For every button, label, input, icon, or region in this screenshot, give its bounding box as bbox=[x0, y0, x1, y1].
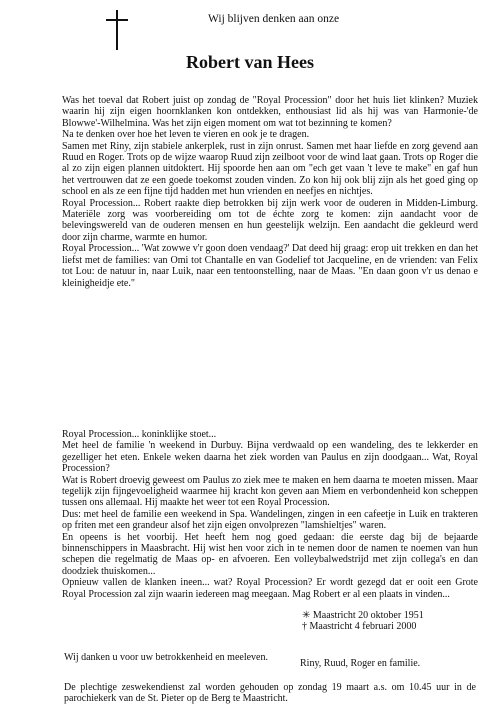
intro-line: Wij blijven denken aan onze bbox=[208, 13, 340, 25]
paragraph: Royal Procession... 'Wat zowwe v'r goon doen vendaag?' Dat deed hij graag: erop uit trekken en dan het liefst met de families: van Omi tot Chantalle en van Godelief tot Jacqueline, en de vrienden: van Felix tot Lou: de natuur in, naar Luik, naar een tentoonstelling, naar de Maas. "En daan goon v'r us denao e kleinigheidje ete." bbox=[62, 243, 478, 289]
paragraph: Was het toeval dat Robert juist op zondag de "Royal Procession" door het huis liet klinken? Muziek waarin hij zijn eigen hoornklanken kon ontdekken, enthousiast lid als hij was van Harmonie-'de Blowwe'-Wilhelmina. Was het zijn eigen moment om wat tot bezinning te komen? bbox=[62, 95, 478, 129]
paragraph: En opeens is het voorbij. Het heeft hem nog goed gedaan: die eerste dag bij de bejaarde binnenschippers in Maasbracht. Hij wist hen voor zich in te nemen door de namen te noemen van hun schepen die regelmatig de Maas op- en afvoeren. Een volleybalwedstrijd met zijn collega's en dan doodziek thuiskomen... bbox=[62, 531, 478, 577]
paragraph: Na te denken over hoe het leven te vieren en ook je te dragen. bbox=[62, 129, 310, 141]
cross-icon bbox=[100, 10, 134, 50]
paragraph: Royal Procession... Robert raakte diep betrokken bij zijn werk voor de ouderen in Midden-Limburg. Materiële zorg was voorbereiding om tot de échte zorg te komen: zijn aandacht voor de belevingswereld van de ouderen mensen en hun geestelijk welzijn. Een aandacht die gekleurd werd door zijn charme, warmte en humor. bbox=[62, 197, 478, 243]
paragraph: Opnieuw vallen de klanken ineen... wat? Royal Procession? Er wordt gezegd dat er ooit een Grote Royal Procession zal zijn waarin iedereen mag meegaan. Mag Robert er al een plaats in vinden... bbox=[62, 577, 478, 600]
deceased-name: Robert van Hees bbox=[186, 52, 314, 72]
death-date: † Maastricht 4 februari 2000 bbox=[302, 621, 417, 633]
service-announcement: De plechtige zeswekendienst zal worden gehouden op zondag 19 maart a.s. om 10.45 uur in de parochiekerk van de St. Pieter op de Berg te Maastricht. bbox=[64, 682, 476, 705]
paragraph: Wat is Robert droevig geweest om Paulus zo ziek mee te maken en hem daarna te moeten missen. Maar tegelijk zijn fijngevoeligheid waarmee hij kracht kon geven aan Miem en verbondenheid kon scheppen tussen ons allemaal. Hij maakte het weer tot een Royal Procession. bbox=[62, 474, 478, 509]
paragraph: Met heel de familie 'n weekend in Durbuy. Bijna verdwaald op een wandeling, des te lekkerder en gezelliger het eten. Enkele weken daarna het ziek worden van Paulus en zijn doodgaan... Wat, Royal Procession? bbox=[62, 440, 478, 475]
thanks-line: Wij danken u voor uw betrokkenheid en meeleven. bbox=[64, 652, 268, 663]
paragraph: Royal Procession... koninklijke stoet... bbox=[62, 429, 217, 440]
memorial-text-part1 bbox=[62, 95, 478, 289]
paragraph: Dus: met heel de familie een weekend in Spa. Wandelingen, zingen in een cafeetje in Luik en trakteren op friten met een grandeur alsof het zijn eigen onvolprezen "lamshieltjes" waren. bbox=[62, 508, 478, 532]
paragraph: Samen met Riny, zijn stabiele ankerplek, rust in zijn onrust. Samen met haar liefde en zorg gevend aan Ruud en Roger. Trots op de wijze waarop Ruud zijn zeilboot voor de wind laat gaan. Trots op Roger die al zo zijn eigen plannen uitdoktert. Hij spoorde hen aan om "ech get vaan 't leve te make" en gaf hun het vertrouwen dat ze een goede toekomst zouden vinden. Zo kon hij ook blij zijn als het goed ging op school en als ze een fijne tijd hadden met hun vrienden en neefjes en nichtjes. bbox=[62, 140, 478, 198]
birth-date: ✳ Maastricht 20 oktober 1951 bbox=[302, 610, 424, 621]
family-signature: Riny, Ruud, Roger en familie. bbox=[300, 658, 421, 669]
memorial-text-part2 bbox=[62, 429, 478, 600]
life-dates bbox=[302, 610, 424, 633]
